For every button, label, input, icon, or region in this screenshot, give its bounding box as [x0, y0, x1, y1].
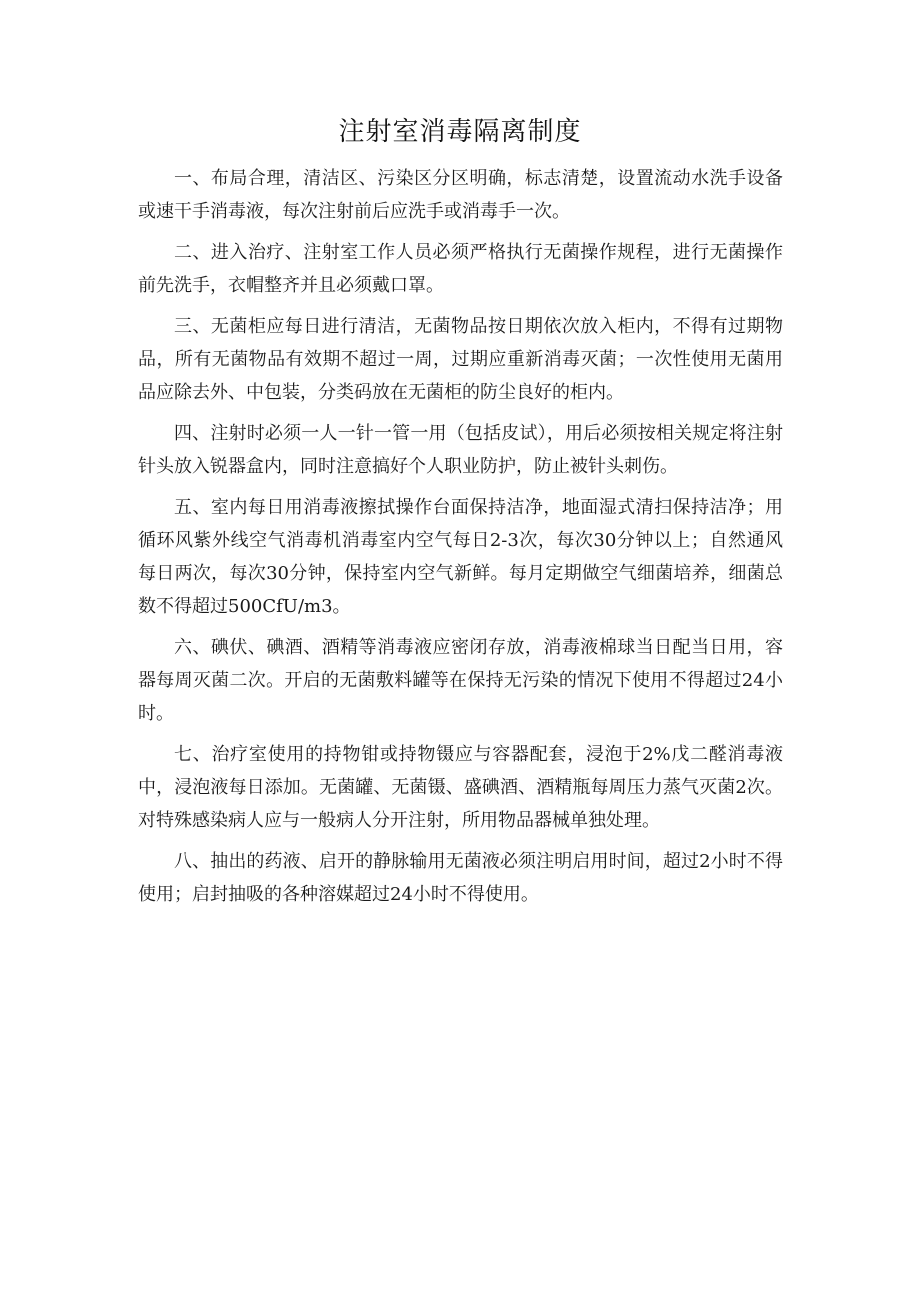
paragraph-2: 二、进入治疗、注射室工作人员必须严格执行无菌操作规程，进行无菌操作前先洗手，衣帽整齐并且必须戴口罩。: [138, 242, 783, 296]
paragraph-6: 六、碘伏、碘酒、酒精等消毒液应密闭存放，消毒液棉球当日配当日用，容器每周灭菌二次。开启的无菌敷料罐等在保持无污染的情况下使用不得超过24小时。: [138, 637, 783, 724]
document-title: 注射室消毒隔离制度: [338, 117, 582, 147]
paragraph-4: 四、注射时必须一人一针一管一用（包括皮试），用后必须按相关规定将注射针头放入锐器盒内，同时注意搞好个人职业防护，防止被针头刺伤。: [138, 423, 783, 477]
paragraph-8: 八、抽出的药液、启开的静脉输用无菌液必须注明启用时间，超过2小时不得使用；启封抽吸的各种溶媒超过24小时不得使用。: [138, 851, 783, 905]
paragraph-7: 七、治疗室使用的持物钳或持物镊应与容器配套，浸泡于2%戊二醛消毒液中，浸泡液每日添加。无菌罐、无菌镊、盛碘酒、酒精瓶每周压力蒸气灭菌2次。对特殊感染病人应与一般病人分开注射，所用物品器械单独处理。: [138, 744, 783, 831]
paragraph-1: 一、布局合理，清洁区、污染区分区明确，标志清楚，设置流动水洗手设备或速干手消毒液，每次注射前后应洗手或消毒手一次。: [138, 168, 783, 222]
paragraph-5: 五、室内每日用消毒液擦拭操作台面保持洁净，地面湿式清扫保持洁净；用循环风紫外线空气消毒机消毒室内空气每日2-3次，每次30分钟以上；自然通风每日两次，每次30分钟，保持室内空气新鲜。每月定期做空气细菌培养，细菌总数不得超过500CfU/m3。: [138, 497, 783, 617]
document-body: [138, 162, 783, 919]
paragraph-3: 三、无菌柜应每日进行清洁，无菌物品按日期依次放入柜内，不得有过期物品，所有无菌物品有效期不超过一周，过期应重新消毒灭菌；一次性使用无菌用品应除去外、中包装，分类码放在无菌柜的防尘良好的柜内。: [138, 316, 783, 403]
